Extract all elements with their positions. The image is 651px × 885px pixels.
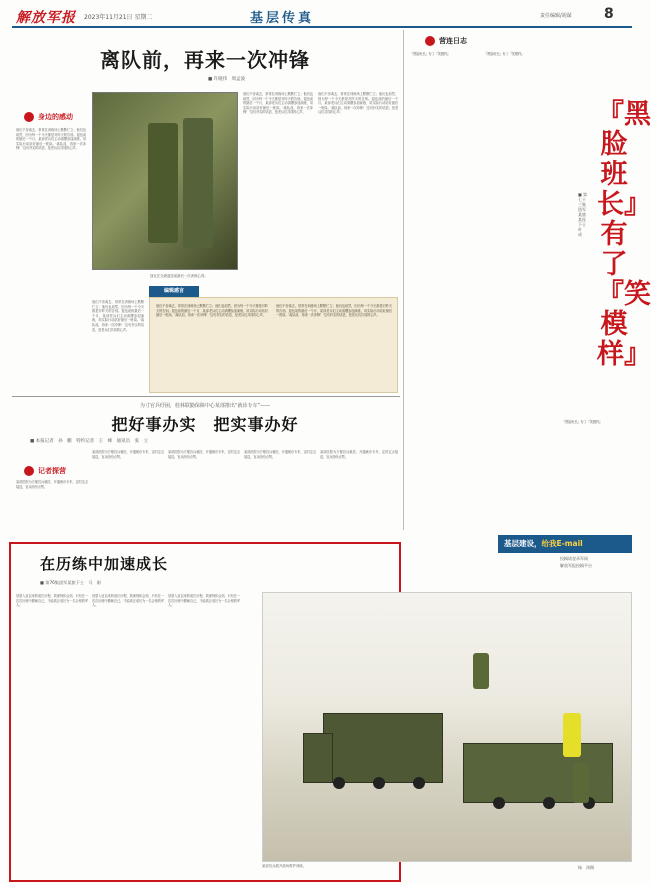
page-number: 8 bbox=[604, 6, 614, 22]
article3-col3: 回望入伍以来的成长历程，我深刻体会到，只有在一次次历练中磨砺自己，才能真正成长为一名合格的军人。 bbox=[168, 594, 240, 608]
article3-headline[interactable]: 在历练中加速成长 bbox=[40, 555, 169, 573]
right-section-head: 营连日志 bbox=[425, 36, 467, 46]
right-title[interactable]: 『黑脸班长』有了『笑模样』 bbox=[597, 99, 651, 370]
article1-col3: 他们不舍离去，常常在训练场上默默伫立；他们也坦然，因为每一个今天都是对昨天的告别。退伍前的最后一个月，某部老兵们主动请缨参加演练，用实际行动站好最后一班岗。'离队前，再来一次冲锋！'这句朴实的话语，是老兵们共同的心声。 bbox=[243, 92, 313, 115]
article3-byline: ■ 第76集团军某旅下士 马 刚 bbox=[40, 580, 101, 585]
article2-headline[interactable]: 把好事办实 把实事办好 bbox=[111, 415, 299, 434]
article3-col1: 回望入伍以来的成长历程，我深刻体会到，只有在一次次历练中磨砺自己，才能真正成长为一名合格的军人。 bbox=[16, 594, 88, 608]
article2-col1: 某部医院为方便官兵就医，开通就诊专车，定时定点接送，官兵纷纷点赞。 bbox=[16, 480, 88, 489]
right-col3: 『黑脸班长』有了『笑模样』 bbox=[562, 420, 603, 424]
submission-line: 投稿请登录军网 bbox=[560, 556, 588, 561]
bullet-icon bbox=[425, 36, 435, 46]
header-rule bbox=[12, 26, 632, 28]
issue-date: 2023年11月21日 星期二 bbox=[84, 14, 153, 21]
article2-col5: 某部医院为方便官兵就医，开通就诊专车，定时定点接送，官兵纷纷点赞。 bbox=[320, 450, 398, 459]
article2-byline: ■ 本报记者 孙 鹏 特约记者 王 峰 通讯员 张 立 bbox=[30, 439, 149, 444]
article3-photo[interactable] bbox=[262, 592, 632, 862]
article2-col3: 某部医院为方便官兵就医，开通就诊专车，定时定点接送，官兵纷纷点赞。 bbox=[168, 450, 240, 459]
section-title: 基层传真 bbox=[250, 11, 315, 26]
article3-col2: 回望入伍以来的成长历程，我深刻体会到，只有在一次次历练中磨砺自己，才能真正成长为一名合格的军人。 bbox=[92, 594, 164, 608]
article1-subhead: 身边的感动 bbox=[24, 112, 73, 122]
right-col1: 『黑脸班长』有了『笑模样』 bbox=[410, 52, 451, 56]
bullet-icon bbox=[24, 466, 34, 476]
mail-banner[interactable]: 基层建设，给我E-mail bbox=[498, 535, 632, 553]
bullet-icon bbox=[24, 112, 34, 122]
article2-subhead: 记者探营 bbox=[24, 466, 66, 476]
article1-photo-caption: 战友在交流退伍前最后一次训练心得。 bbox=[150, 274, 208, 278]
article3-photographer: 杨 涛摄 bbox=[578, 865, 594, 870]
article1-col1: 他们不舍离去，常常在训练场上默默伫立；他们也坦然，因为每一个今天都是对昨天的告别。退伍前的最后一个月，某部老兵们主动请缨参加演练，用实际行动站好最后一班岗。'离队前，再来一次冲锋！'这句朴实的话语，是老兵们共同的心声。 bbox=[16, 128, 86, 151]
right-author: ■ 第七十三集团军某旅某连下士 叶 成 bbox=[578, 192, 590, 237]
note-box: 他们不舍离去，常常在训练场上默默伫立；他们也坦然，因为每一个今天都是对昨天的告别。退伍前的最后一个月，某部老兵们主动请缨参加演练，用实际行动站好最后一班岗。'离队前，再来一次冲锋！'这句朴实的话语，是老兵们共同的心声。 他们不舍离去，常常在训练场上默默伫立；他们也坦然，因为每一个今天都是对昨天的告别。退伍前的最后一个月，某部老兵们主动请缨参加演练，用实际行动站好最后一班岗。'离队前，再来一次冲锋！'这句朴实的话语，是老兵们共同的心声。 bbox=[149, 297, 398, 393]
article2-col4: 某部医院为方便官兵就医，开通就诊专车，定时定点接送，官兵纷纷点赞。 bbox=[244, 450, 316, 459]
note-tag: 编辑感言 bbox=[149, 286, 199, 297]
article1-byline: ■ 许晓伟 周孟波 bbox=[208, 77, 246, 82]
editors-line: 责任编辑/胡谋 bbox=[540, 13, 572, 19]
newspaper-logo: 解放军报 bbox=[16, 10, 76, 26]
article2-kicker: 为寸官兵纾困，桂林联勤保障中心某部推出“就诊专车”—— bbox=[139, 403, 271, 409]
article1-col2b: 他们不舍离去，常常在训练场上默默伫立；他们也坦然，因为每一个今天都是对昨天的告别。退伍前的最后一个月，某部老兵们主动请缨参加演练，用实际行动站好最后一班岗。'离队前，再来一次冲锋！'这句朴实的话语，是老兵们共同的心声。 bbox=[92, 300, 144, 332]
article1-photo[interactable] bbox=[92, 92, 238, 270]
article1-col4: 他们不舍离去，常常在训练场上默默伫立；他们也坦然，因为每一个今天都是对昨天的告别。退伍前的最后一个月，某部老兵们主动请缨参加演练，用实际行动站好最后一班岗。'离队前，再来一次冲锋！'这句朴实的话语，是老兵们共同的心声。 bbox=[318, 92, 398, 115]
article3-photo-caption: 某部官兵展开战场救护训练。 bbox=[262, 864, 307, 868]
right-col2: 『黑脸班长』有了『笑模样』 bbox=[484, 52, 525, 56]
article2-col2: 某部医院为方便官兵就医，开通就诊专车，定时定点接送，官兵纷纷点赞。 bbox=[92, 450, 164, 459]
article1-headline[interactable]: 离队前，再来一次冲锋 bbox=[100, 48, 310, 72]
submission-line-2: 解放军报投稿平台 bbox=[560, 563, 592, 568]
